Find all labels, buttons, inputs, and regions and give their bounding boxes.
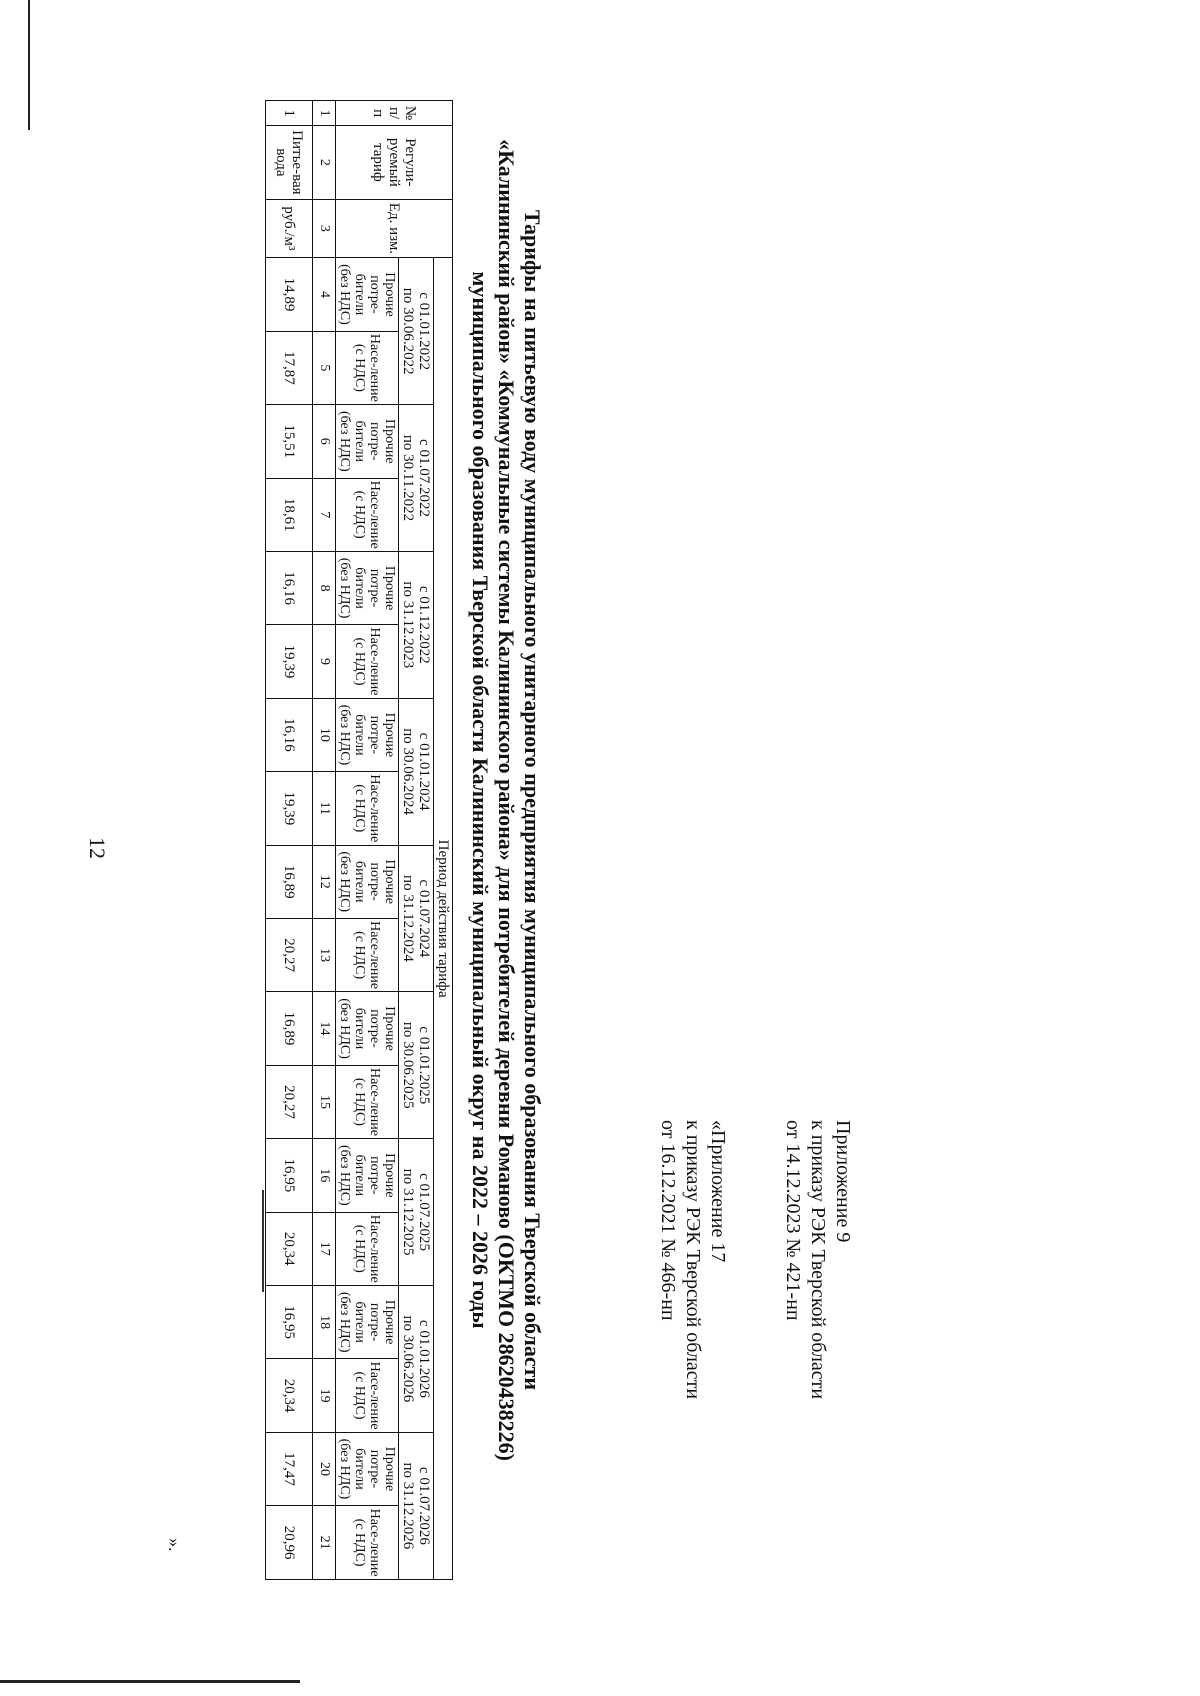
consumer-population-header: Насе-ление (с НДС) <box>336 1506 399 1580</box>
consumer-population-header: Насе-ление (с НДС) <box>336 331 399 404</box>
header-period: Период действия тарифа <box>434 258 453 1580</box>
period-from: с 01.01.2026 <box>416 1319 432 1398</box>
column-number: 15 <box>313 1065 336 1138</box>
tariff-value: 20,34 <box>266 1359 313 1432</box>
header-tariff: Регули-руемый тариф <box>336 126 453 199</box>
row-num: 1 <box>266 101 313 126</box>
column-number: 6 <box>313 405 336 478</box>
consumer-population-header: Насе-ление (с НДС) <box>336 478 399 551</box>
column-number: 13 <box>313 918 336 991</box>
appendix-header-old <box>655 1120 730 1680</box>
period-cell <box>399 405 434 552</box>
period-to: по 31.12.2023 <box>400 581 416 669</box>
tariff-value: 19,39 <box>266 772 313 845</box>
period-to: по 31.12.2024 <box>400 875 416 962</box>
title-line-2: «Калининский район» «Коммунальные системы Калининского района» для потребителей деревни Романово (ОКТМО 28620438226) <box>494 139 519 1461</box>
tariff-value: 20,34 <box>266 1212 313 1285</box>
column-number: 5 <box>313 331 336 404</box>
period-from: с 01.07.2022 <box>416 439 432 517</box>
period-to: по 31.12.2026 <box>400 1462 416 1550</box>
tariff-value: 17,47 <box>266 1432 313 1505</box>
tariff-value: 16,16 <box>266 551 313 624</box>
consumer-other-header: Прочие потре-бители (без НДС) <box>336 698 399 771</box>
column-number: 17 <box>313 1212 336 1285</box>
title-line-3: муниципального образования Тверской области Калининский муниципальный округ на 2022 – 2026 годы <box>468 271 493 1329</box>
consumer-other-header: Прочие потре-бители (без НДС) <box>336 1432 399 1505</box>
tariff-value: 20,96 <box>266 1506 313 1580</box>
column-number: 14 <box>313 992 336 1065</box>
header-row-consumers <box>336 101 399 1580</box>
appendix-date: от 14.12.2023 № 421-нп <box>782 1120 804 1321</box>
header-row-dates <box>399 101 434 1580</box>
header-row-period <box>434 101 453 1580</box>
tariff-value: 18,61 <box>266 478 313 551</box>
appendix-order: к приказу РЭК Тверской области <box>682 1120 704 1400</box>
consumer-population-header: Насе-ление (с НДС) <box>336 918 399 991</box>
page-number: 12 <box>85 837 110 859</box>
appendix-title: «Приложение 17 <box>707 1120 729 1263</box>
column-number: 8 <box>313 551 336 624</box>
tariff-value: 16,95 <box>266 1139 313 1212</box>
period-from: с 01.07.2026 <box>416 1466 432 1545</box>
consumer-population-header: Насе-ление (с НДС) <box>336 772 399 845</box>
period-cell <box>399 1285 434 1432</box>
tariff-value: 19,39 <box>266 625 313 698</box>
column-number: 21 <box>313 1506 336 1580</box>
period-cell <box>399 1432 434 1579</box>
period-from: с 01.01.2024 <box>416 732 432 811</box>
consumer-other-header: Прочие потре-бители (без НДС) <box>336 845 399 918</box>
appendix-header-new <box>780 1120 855 1680</box>
consumer-population-header: Насе-ление (с НДС) <box>336 1065 399 1138</box>
consumer-other-header: Прочие потре-бители (без НДС) <box>336 992 399 1065</box>
column-number: 20 <box>313 1432 336 1505</box>
column-number: 11 <box>313 772 336 845</box>
tariff-value: 14,89 <box>266 258 313 331</box>
tariff-value: 16,95 <box>266 1285 313 1358</box>
period-from: с 01.01.2022 <box>416 292 432 371</box>
period-to: по 30.06.2022 <box>400 287 416 375</box>
column-number: 16 <box>313 1139 336 1212</box>
closing-quote: ». <box>165 1538 185 1552</box>
tariff-value: 16,16 <box>266 698 313 771</box>
consumer-other-header: Прочие потре-бители (без НДС) <box>336 405 399 478</box>
appendix-date: от 16.12.2021 № 466-нп <box>657 1120 679 1321</box>
consumer-other-header: Прочие потре-бители (без НДС) <box>336 551 399 624</box>
period-cell <box>399 845 434 992</box>
period-cell <box>399 258 434 405</box>
column-number: 9 <box>313 625 336 698</box>
period-cell <box>399 1139 434 1286</box>
period-from: с 01.01.2025 <box>416 1026 432 1105</box>
consumer-other-header: Прочие потре-бители (без НДС) <box>336 258 399 331</box>
header-unit: Ед. изм. <box>336 199 453 258</box>
period-to: по 30.06.2025 <box>400 1021 416 1109</box>
row-unit: руб./м³ <box>266 199 313 258</box>
tariff-value: 15,51 <box>266 405 313 478</box>
appendix-order: к приказу РЭК Тверской области <box>807 1120 829 1400</box>
tariff-value: 16,89 <box>266 992 313 1065</box>
header-num: № п/п <box>336 101 453 126</box>
column-number: 18 <box>313 1285 336 1358</box>
column-number-row <box>313 101 336 1580</box>
column-number: 2 <box>313 126 336 199</box>
consumer-other-header: Прочие потре-бители (без НДС) <box>336 1139 399 1212</box>
tariff-table <box>265 100 453 1580</box>
period-to: по 30.11.2022 <box>400 434 416 522</box>
period-from: с 01.07.2025 <box>416 1173 432 1252</box>
period-to: по 30.06.2024 <box>400 728 416 816</box>
column-number: 10 <box>313 698 336 771</box>
column-number: 3 <box>313 199 336 258</box>
consumer-other-header: Прочие потре-бители (без НДС) <box>336 1285 399 1358</box>
tariff-value: 16,89 <box>266 845 313 918</box>
period-cell <box>399 698 434 845</box>
tariff-value: 17,87 <box>266 331 313 404</box>
table-row <box>266 101 313 1580</box>
period-to: по 30.06.2026 <box>400 1315 416 1403</box>
tariff-value: 20,27 <box>266 1065 313 1138</box>
document-title <box>467 70 545 1530</box>
period-from: с 01.07.2024 <box>416 879 432 958</box>
column-number: 19 <box>313 1359 336 1432</box>
consumer-population-header: Насе-ление (с НДС) <box>336 1359 399 1432</box>
tariff-value: 20,27 <box>266 918 313 991</box>
period-to: по 31.12.2025 <box>400 1168 416 1256</box>
column-number: 7 <box>313 478 336 551</box>
period-cell <box>399 551 434 698</box>
column-number: 4 <box>313 258 336 331</box>
row-tariff: Питье-вая вода <box>266 126 313 199</box>
column-number: 12 <box>313 845 336 918</box>
column-number: 1 <box>313 101 336 126</box>
period-from: с 01.12.2022 <box>416 585 432 664</box>
appendix-title: Приложение 9 <box>832 1120 854 1243</box>
period-cell <box>399 992 434 1139</box>
consumer-population-header: Насе-ление (с НДС) <box>336 625 399 698</box>
title-line-1: Тарифы на питьевую воду муниципального унитарного предприятия муниципального образования Тверской области <box>520 209 545 1391</box>
consumer-population-header: Насе-ление (с НДС) <box>336 1212 399 1285</box>
